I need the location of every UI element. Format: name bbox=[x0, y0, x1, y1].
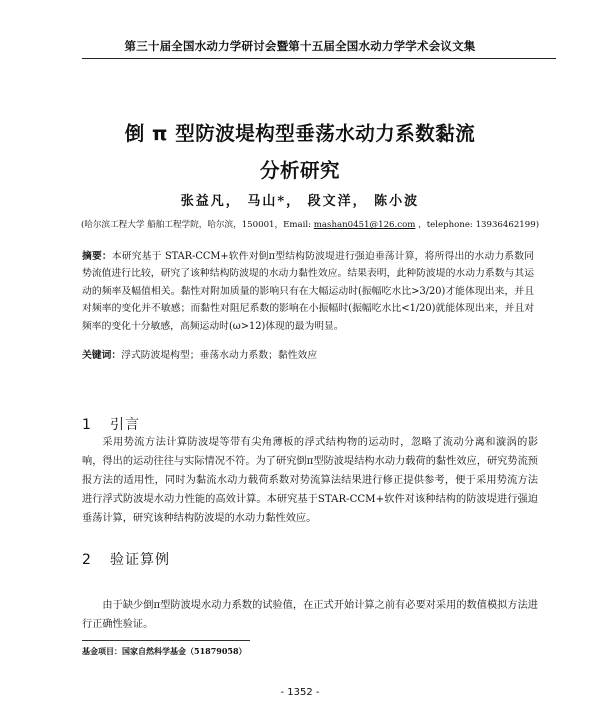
section-heading-validation bbox=[82, 549, 170, 569]
section-number: 2 bbox=[82, 552, 92, 568]
section-title: 引言 bbox=[110, 417, 140, 433]
affiliation-phone: ，telephone: 13936462199) bbox=[415, 220, 540, 230]
keywords-text: 浮式防波堤构型；垂荡水动力系数；黏性效应 bbox=[121, 350, 318, 361]
running-header: 第三十届全国水动力学研讨会暨第十五届全国水动力学学术会议文集 bbox=[124, 39, 476, 53]
section-number: 1 bbox=[82, 417, 92, 433]
paper-title-line-1: 倒 π 型防波堤构型垂荡水动力系数黏流 bbox=[124, 122, 476, 145]
header-rule bbox=[82, 58, 556, 59]
footnote-rule bbox=[82, 640, 250, 641]
email-link[interactable]: mashan0451@126.com bbox=[313, 220, 416, 230]
page-number: - 1352 - bbox=[280, 687, 320, 698]
abstract bbox=[82, 248, 534, 335]
keywords bbox=[82, 348, 534, 364]
abstract-label: 摘要： bbox=[82, 251, 112, 262]
funding-footnote: 基金项目：国家自然科学基金（51879058） bbox=[82, 646, 247, 656]
section-heading-introduction bbox=[82, 414, 140, 434]
author-list: 张益凡， 马山*， 段文洋， 陈小波 bbox=[180, 194, 420, 209]
abstract-text: 本研究基于 STAR-CCM+软件对倒π型结构防波堤进行强迫垂荡计算，将所得出的水动力系数同势流值进行比较，研究了该种结构防波堤的水动力黏性效应。结果表明，此种防波堤的水动力系数与其运动的频率及幅值相关。黏性对附加质量的影响只有在大幅运动时(振幅吃水比>3/20)才能体现出来，并且对频率的变化并不敏感；而黏性对阻尼系数的影响在小振幅时(振幅吃水比<1/20)就能体现出来，并且对频率的变化十分敏感，高频运动时(ω>12)体现的最为明显。 bbox=[82, 251, 534, 332]
paper-title-line-2: 分析研究 bbox=[259, 159, 340, 182]
affiliation bbox=[80, 218, 540, 230]
affiliation-text: (哈尔滨工程大学 船舶工程学院，哈尔滨，150001，Email: bbox=[80, 220, 314, 230]
section-title: 验证算例 bbox=[110, 552, 170, 568]
introduction-paragraph: 采用势流方法计算防波堤等带有尖角薄板的浮式结构物的运动时，忽略了流动分离和漩涡的影响，得出的运动往往与实际情况不符。为了研究倒π型防波堤结构水动力载荷的黏性效应，研究势流预报方法的适用性，同时为黏流水动力载荷系数对势流算法结果进行修正提供参考，便于采用势流方法进行浮式防波堤水动力性能的高效计算。本研究基于STAR-CCM+软件对该种结构的防波堤进行强迫垂荡计算，研究该种结构防波堤的水动力黏性效应。 bbox=[82, 437, 538, 524]
validation-paragraph: 由于缺少倒π型防波堤水动力系数的试验值，在正式开始计算之前有必要对采用的数值模拟方法进行正确性验证。 bbox=[82, 600, 538, 630]
keywords-label: 关键词： bbox=[82, 350, 122, 361]
